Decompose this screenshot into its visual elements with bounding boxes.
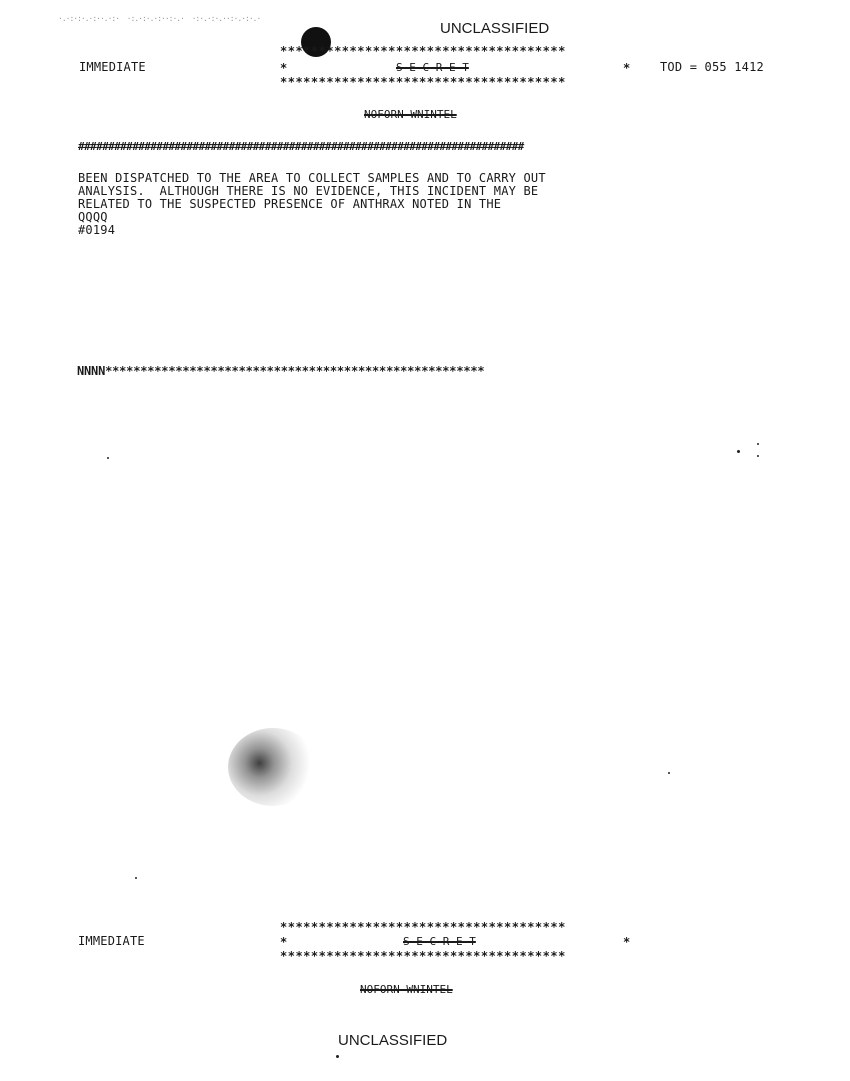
classification-top: UNCLASSIFIED [440, 20, 550, 37]
header-stars-top: ************************************* [280, 44, 566, 58]
scan-dot [107, 457, 109, 459]
header-star-left: * [280, 61, 288, 75]
scan-dot [135, 877, 137, 879]
body-line: ANALYSIS. ALTHOUGH THERE IS NO EVIDENCE, THIS INCIDENT MAY BE [78, 184, 539, 198]
footer-secret-label: S E C R E T [403, 935, 476, 948]
tod-stamp: TOD = 055 1412 [660, 60, 764, 74]
caveat-label: NOFORN WNINTEL [364, 108, 457, 121]
scan-dot [668, 772, 670, 774]
scan-smudge [228, 728, 318, 806]
footer-caveat-label: NOFORN WNINTEL [360, 983, 453, 996]
header-star-right: * [623, 61, 631, 75]
end-of-message-line: NNNN****************************************************** [77, 364, 485, 378]
header-stars-bottom: ************************************* [280, 75, 566, 89]
hash-divider: ########################################################################## [78, 140, 524, 153]
footer-star-left: * [280, 935, 288, 949]
body-line: BEEN DISPATCHED TO THE AREA TO COLLECT SAMPLES AND TO CARRY OUT [78, 171, 546, 185]
secret-label: S E C R E T [396, 61, 469, 74]
scan-dot [737, 450, 740, 453]
footer-precedence-label: IMMEDIATE [78, 934, 145, 948]
scan-dot [757, 443, 759, 445]
classification-bottom: UNCLASSIFIED [338, 1032, 448, 1049]
footer-star-right: * [623, 935, 631, 949]
scan-dot [757, 455, 759, 457]
precedence-label: IMMEDIATE [79, 60, 146, 74]
message-body [78, 172, 546, 237]
body-line: #0194 [78, 223, 116, 237]
body-line: QQQQ [78, 210, 108, 224]
footer-stars-bottom: ************************************* [280, 949, 566, 963]
body-line: RELATED TO THE SUSPECTED PRESENCE OF ANTHRAX NOTED IN THE [78, 197, 502, 211]
footer-stars-top: ************************************* [280, 920, 566, 934]
scan-dot [336, 1055, 339, 1058]
scan-noise-top: ·.·:·:·.·:··.·:· ·:.·:·.·:··:·.· ·:·.·:·.··:·.·:·.· [58, 14, 261, 23]
